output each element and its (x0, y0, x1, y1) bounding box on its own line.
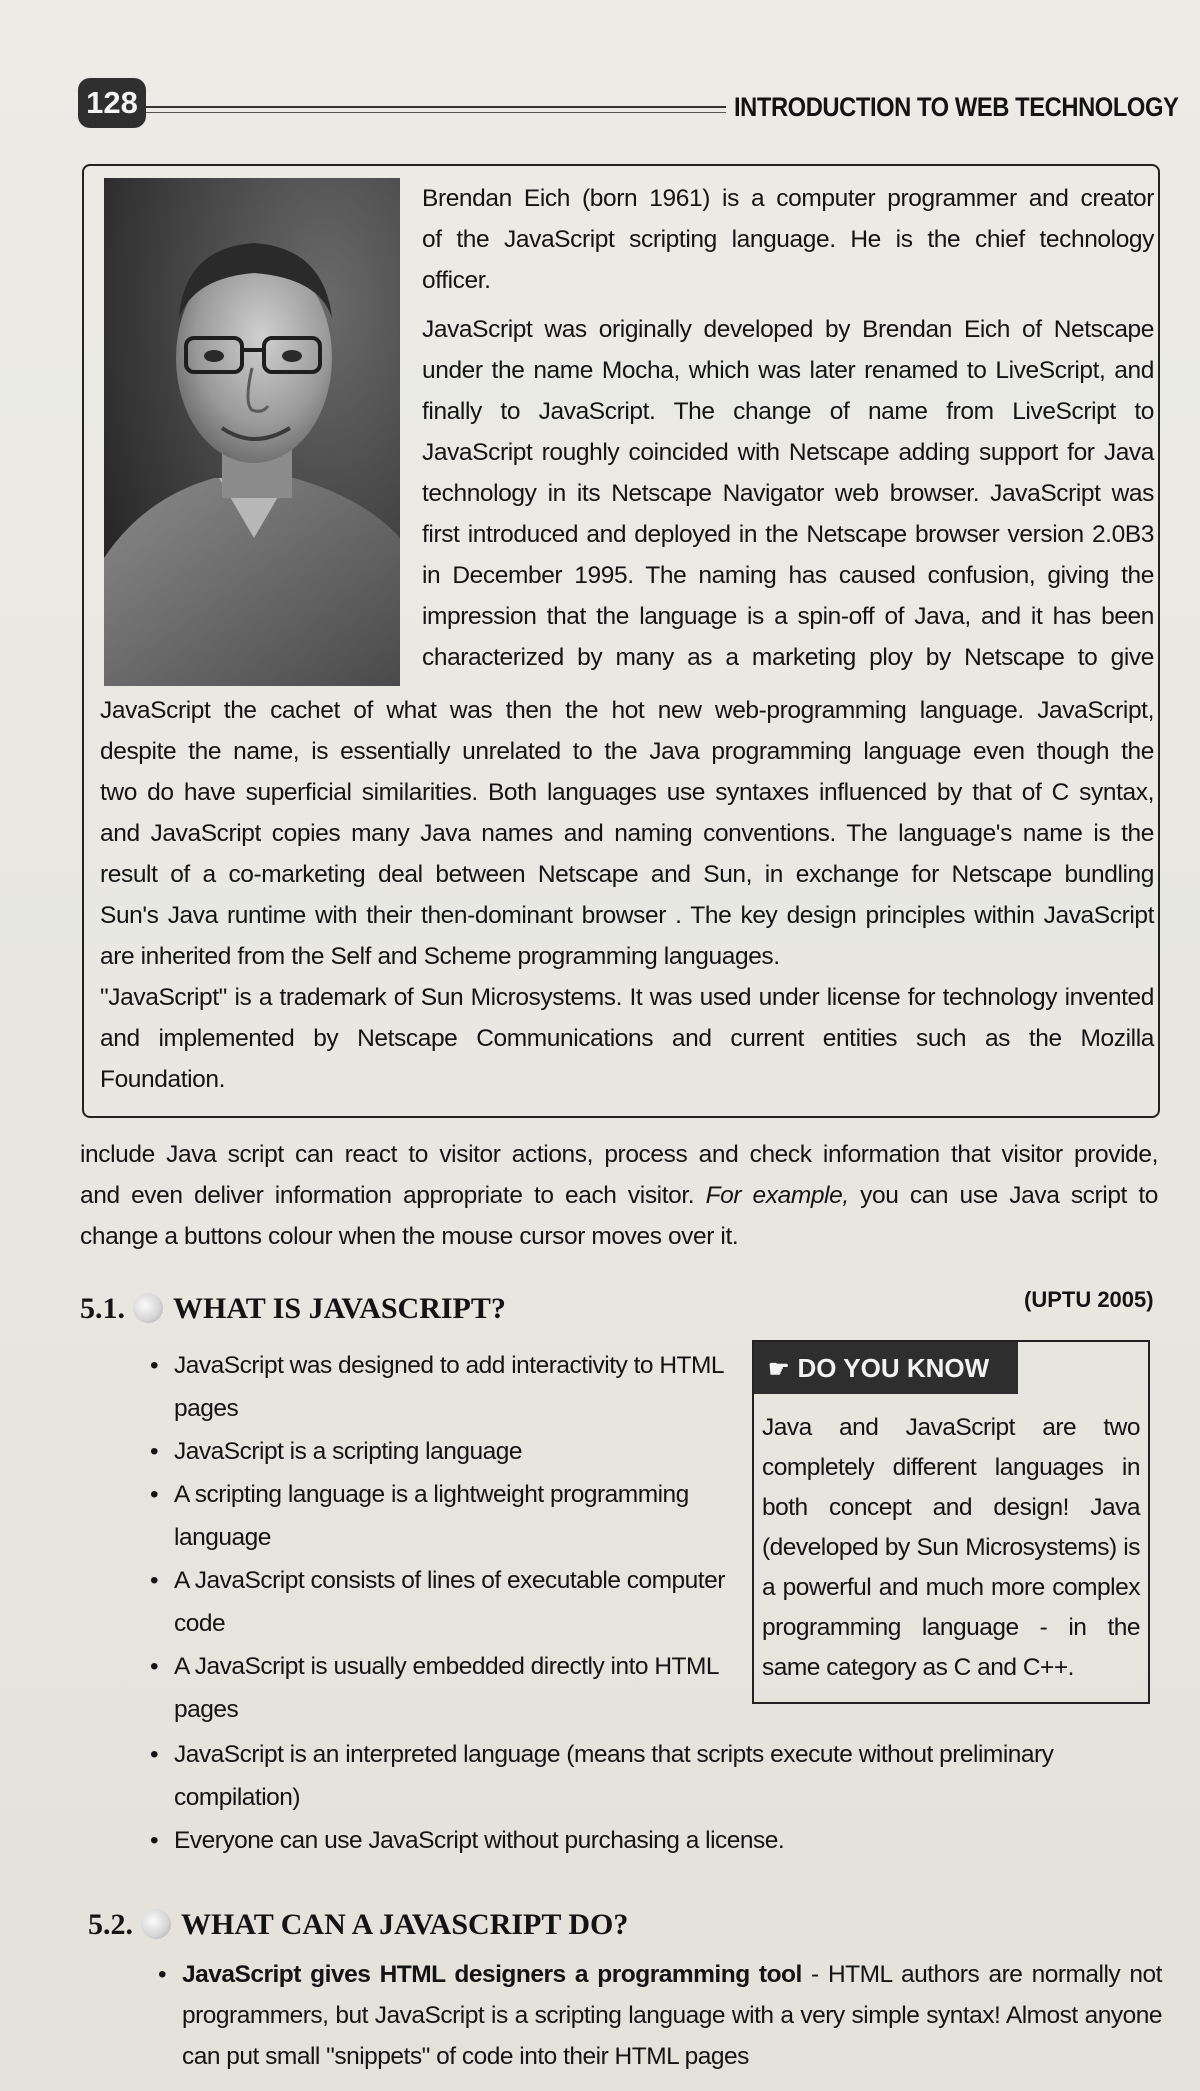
section-heading-5-1 (80, 1292, 506, 1326)
bio-line: officer. (422, 267, 491, 294)
bullet-circle-icon (133, 1293, 163, 1323)
list-item: • Everyone can use JavaScript without purchasing a license. (150, 1819, 1160, 1862)
list-item: • A JavaScript consists of lines of executable computer code (150, 1559, 736, 1645)
list-item: • A JavaScript is usually embedded directly into HTML pages (150, 1645, 736, 1731)
section-number: 5.2. (88, 1908, 133, 1941)
page-number: 128 (78, 78, 146, 128)
bio-line: finally to JavaScript. The change of name from LiveScript to (422, 398, 1154, 425)
bio-line: and JavaScript copies many Java names and naming conventions. The language's name is the (100, 820, 1154, 847)
bio-line: Sun's Java runtime with their then-dominant browser . The key design principles within JavaScript (100, 902, 1154, 929)
bio-line: first introduced and deployed in the Netscape browser version 2.0B3 (422, 521, 1154, 548)
javascript-facts-list-continued (150, 1733, 1160, 1862)
bio-line: JavaScript roughly coincided with Netscape adding support for Java (422, 439, 1154, 466)
bio-line: JavaScript the cachet of what was then the hot new web-programming language. JavaScript, (100, 697, 1154, 724)
intro-line: include Java script can react to visitor actions, process and check information that visitor provide, (80, 1141, 1158, 1168)
bullet-circle-icon (141, 1909, 171, 1939)
do-you-know-text: Java and JavaScript are two completely different languages in both concept and design! Java (developed by Sun Microsystems) is a powerful and much more complex programming language - in the same category as C and C++. (762, 1414, 1140, 1681)
bio-line: Brendan Eich (born 1961) is a computer programmer and creator (422, 185, 1154, 212)
bio-line: are inherited from the Self and Scheme programming languages. (100, 943, 780, 970)
bio-line: despite the name, is essentially unrelated to the Java programming language even though the (100, 738, 1154, 765)
bio-line: "JavaScript" is a trademark of Sun Microsystems. It was used under license for technology invented (100, 984, 1154, 1011)
list-item: • JavaScript was designed to add interactivity to HTML pages (150, 1344, 736, 1430)
list-item: • JavaScript gives HTML designers a programming tool - HTML authors are normally not programmers, but JavaScript is a scripting language with a very simple syntax! Almost anyone can put small "snippets" of code into their HTML pages (158, 1954, 1162, 2077)
javascript-facts-list (150, 1344, 736, 1731)
list-item: • JavaScript is an interpreted language (means that scripts execute without preliminary compilation) (150, 1733, 1160, 1819)
portrait-illustration (104, 178, 400, 686)
list-item: • JavaScript is a scripting language (150, 1430, 736, 1473)
section-number: 5.1. (80, 1292, 125, 1325)
exam-reference-tag: (UPTU 2005) (1024, 1287, 1154, 1312)
bio-line: of the JavaScript scripting language. He is the chief technology (422, 226, 1154, 253)
bio-line: and implemented by Netscape Communications and current entities such as the Mozilla (100, 1025, 1154, 1052)
bio-line: impression that the language is a spin-off of Java, and it has been (422, 603, 1154, 630)
bio-line: characterized by many as a marketing ploy by Netscape to give (422, 644, 1154, 671)
running-head: INTRODUCTION TO WEB TECHNOLOGY (734, 92, 1179, 122)
bio-line: technology in its Netscape Navigator web browser. JavaScript was (422, 480, 1154, 507)
do-you-know-label: ☛ DO YOU KNOW (754, 1342, 1018, 1394)
bio-line: result of a co-marketing deal between Netscape and Sun, in exchange for Netscape bundling (100, 861, 1154, 888)
section-title: WHAT CAN A JAVASCRIPT DO? (181, 1908, 629, 1941)
intro-paragraph (80, 1134, 1158, 1257)
header-rule-thin (146, 112, 726, 113)
intro-line: and even deliver information appropriate to each visitor. For example, you can use Java script to (80, 1182, 1158, 1209)
brendan-eich-photo (104, 178, 400, 686)
bio-text-beside-photo (422, 178, 1154, 678)
for-example-italic: For example, (705, 1182, 849, 1209)
bold-lead-in: JavaScript gives HTML designers a programming tool (182, 1961, 802, 1988)
section-heading-5-2 (88, 1908, 628, 1942)
bio-line: in December 1995. The naming has caused confusion, giving the (422, 562, 1154, 589)
intro-line: change a buttons colour when the mouse cursor moves over it. (80, 1223, 739, 1250)
bio-line: under the name Mocha, which was later renamed to LiveScript, and (422, 357, 1154, 384)
javascript-capabilities-list (158, 1954, 1162, 2077)
bio-line: two do have superficial similarities. Both languages use syntaxes influenced by that of C syntax, (100, 779, 1154, 806)
bio-text-full-width (100, 690, 1154, 1100)
list-item: • A scripting language is a lightweight programming language (150, 1473, 736, 1559)
section-title: WHAT IS JAVASCRIPT? (173, 1292, 506, 1325)
bio-line: Foundation. (100, 1066, 226, 1093)
pointing-hand-icon: ☛ (768, 1356, 790, 1383)
header-rule (146, 106, 726, 108)
bio-line: JavaScript was originally developed by Brendan Eich of Netscape (422, 316, 1154, 343)
